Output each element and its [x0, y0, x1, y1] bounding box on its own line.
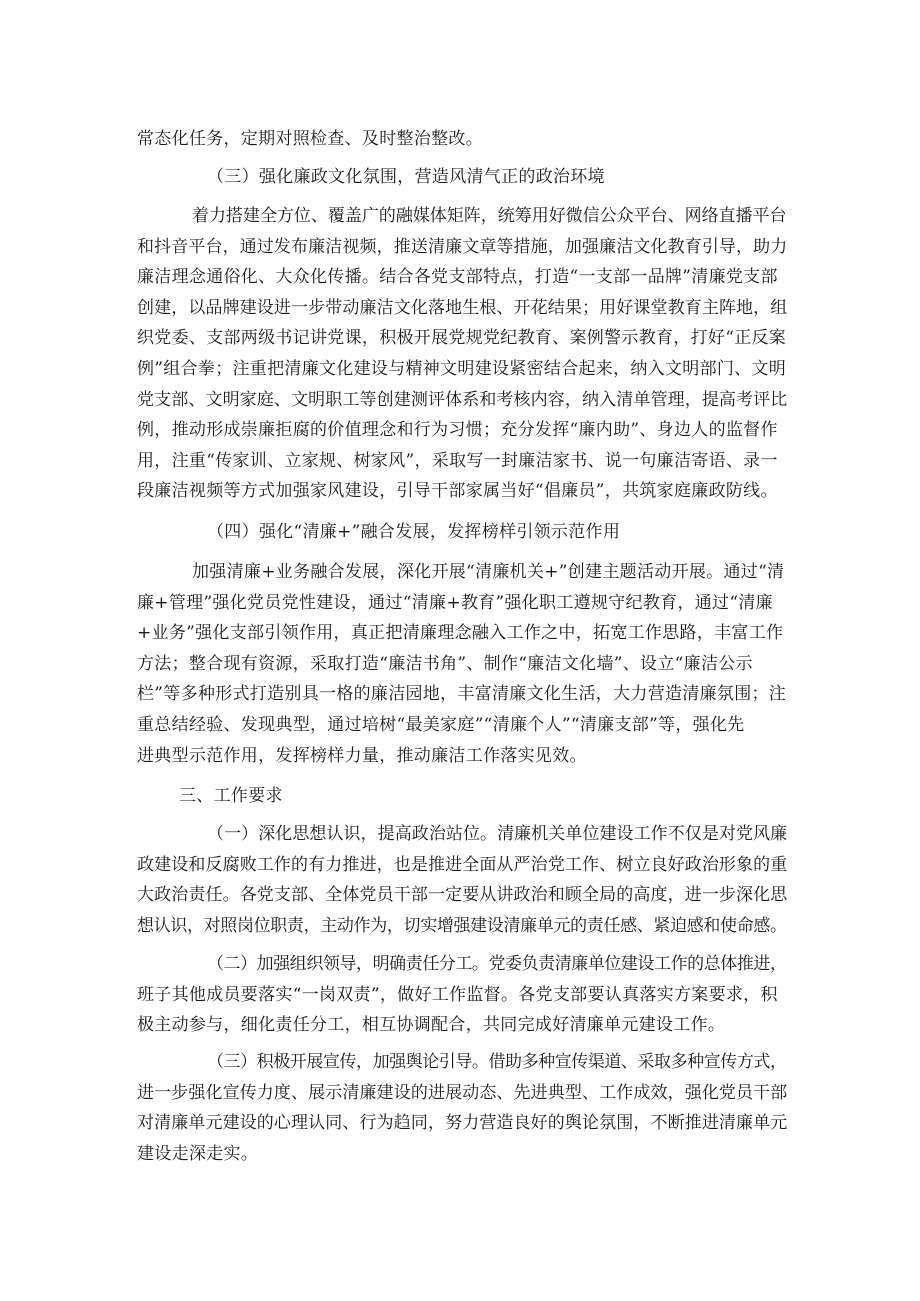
- heading-text: （四）强化“清廉+”融合发展，发挥榜样引领示范作用: [207, 522, 621, 542]
- requirement-2: [137, 949, 787, 1041]
- text-line: 加强清廉+业务融合发展，深化开展“清廉机关+”创建主题活动开展。通过“清: [192, 562, 785, 582]
- text-line: 想认识，对照岗位职责，主动作为，切实增强建设清廉单元的责任感、紧迫感和使命感。: [137, 915, 787, 936]
- paragraph-integration: [137, 557, 787, 771]
- text-line: 政建设和反腐败工作的有力推进，也是推进全面从严治党工作、树立良好政治形象的重: [137, 854, 788, 875]
- text-line: 进一步强化宣传力度、展示清廉建设的进展动态、先进典型、工作成效，强化党员干部: [137, 1082, 788, 1103]
- requirement-3: [137, 1047, 787, 1169]
- text-line: 栏”等多种形式打造别具一格的廉洁园地，丰富清廉文化生活，大力营造清廉氛围；注: [137, 684, 787, 705]
- text-line: 创建，以品牌建设进一步带动廉洁文化落地生根、开花结果；用好课堂教育主阵地，组: [137, 297, 788, 318]
- text-line: 对清廉单元建设的心理认同、行为趋同，努力营造良好的舆论氛围，不断推进清廉单元: [137, 1113, 788, 1134]
- text-line: 和抖音平台，通过发布廉洁视频，推送清廉文章等措施，加强廉洁文化教育引导，助力: [137, 236, 788, 257]
- section-heading-4: [137, 517, 787, 548]
- text-line: 常态化任务，定期对照检查、及时整治整改。: [137, 129, 483, 149]
- text-line: 例”组合拳；注重把清廉文化建设与精神文明建设紧密结合起来，纳入文明部门、文明: [137, 358, 787, 379]
- text-line: 班子其他成员要落实“一岗双责”，做好工作监督。各党支部要认真落实方案要求，积: [137, 984, 778, 1005]
- text-line: 大政治责任。各党支部、全体党员干部一定要从讲政治和顾全局的高度，进一步深化思: [137, 885, 788, 906]
- text-line: 极主动参与，细化责任分工，相互协调配合，共同完成好清廉单元建设工作。: [137, 1015, 726, 1036]
- paragraph-continuation: [137, 124, 787, 155]
- paragraph-media-matrix: [137, 201, 787, 507]
- text-line: 例，推动形成崇廉拒腐的价值理念和行为习惯；充分发挥“廉内助”、身边人的监督作: [137, 420, 778, 441]
- heading-text: （三）强化廉政文化氛围，营造风清气正的政治环境: [207, 167, 605, 187]
- text-line: （一）深化思想认识，提高政治站位。清廉机关单位建设工作不仅是对党风廉: [207, 824, 788, 844]
- text-line: （二）加强组织领导，明确责任分工。党委负责清廉单位建设工作的总体推进，: [207, 954, 787, 974]
- section-heading-3: [137, 162, 787, 193]
- text-line: 廉洁理念通俗化、大众化传播。结合各党支部特点，打造“一支部一品牌”清廉党支部: [137, 267, 778, 288]
- heading-text: 三、工作要求: [179, 786, 283, 806]
- text-line: 进典型示范作用，发挥榜样力量，推动廉洁工作落实见效。: [137, 745, 587, 766]
- text-line: 党支部、文明家庭、文明职工等创建测评体系和考核内容，纳入清单管理，提高考评比: [137, 389, 788, 410]
- text-line: 方法；整合现有资源，采取打造“廉洁书角”、制作“廉洁文化墙”、设立“廉洁公示: [137, 653, 753, 674]
- text-line: 重总结经验、发现典型，通过培树“最美家庭”“清廉个人”“清廉支部”等，强化先: [137, 714, 745, 735]
- text-line: 廉+管理”强化党员党性建设，通过“清廉+教育”强化职工遵规守纪教育，通过“清廉: [137, 592, 773, 613]
- text-line: 用，注重“传家训、立家规、树家风”，采取写一封廉洁家书、说一句廉洁寄语、录一: [137, 450, 778, 471]
- section-title-work-requirements: [137, 781, 787, 812]
- text-line: 段廉洁视频等方式加强家风建设，引导干部家属当好“倡廉员”，共筑家庭廉政防线。: [137, 481, 778, 502]
- requirement-1: [137, 819, 787, 941]
- text-line: 建设走深走实。: [137, 1143, 259, 1164]
- text-line: +业务”强化支部引领作用，真正把清廉理念融入工作之中，拓宽工作思路，丰富工作: [137, 623, 784, 644]
- text-line: 着力搭建全方位、覆盖广的融媒体矩阵，统筹用好微信公众平台、网络直播平台: [192, 206, 787, 226]
- text-line: （三）积极开展宣传，加强舆论引导。借助多种宣传渠道、采取多种宣传方式，: [207, 1052, 787, 1072]
- text-line: 织党委、支部两级书记讲党课，积极开展党规党纪教育、案例警示教育，打好“正反案: [137, 328, 787, 349]
